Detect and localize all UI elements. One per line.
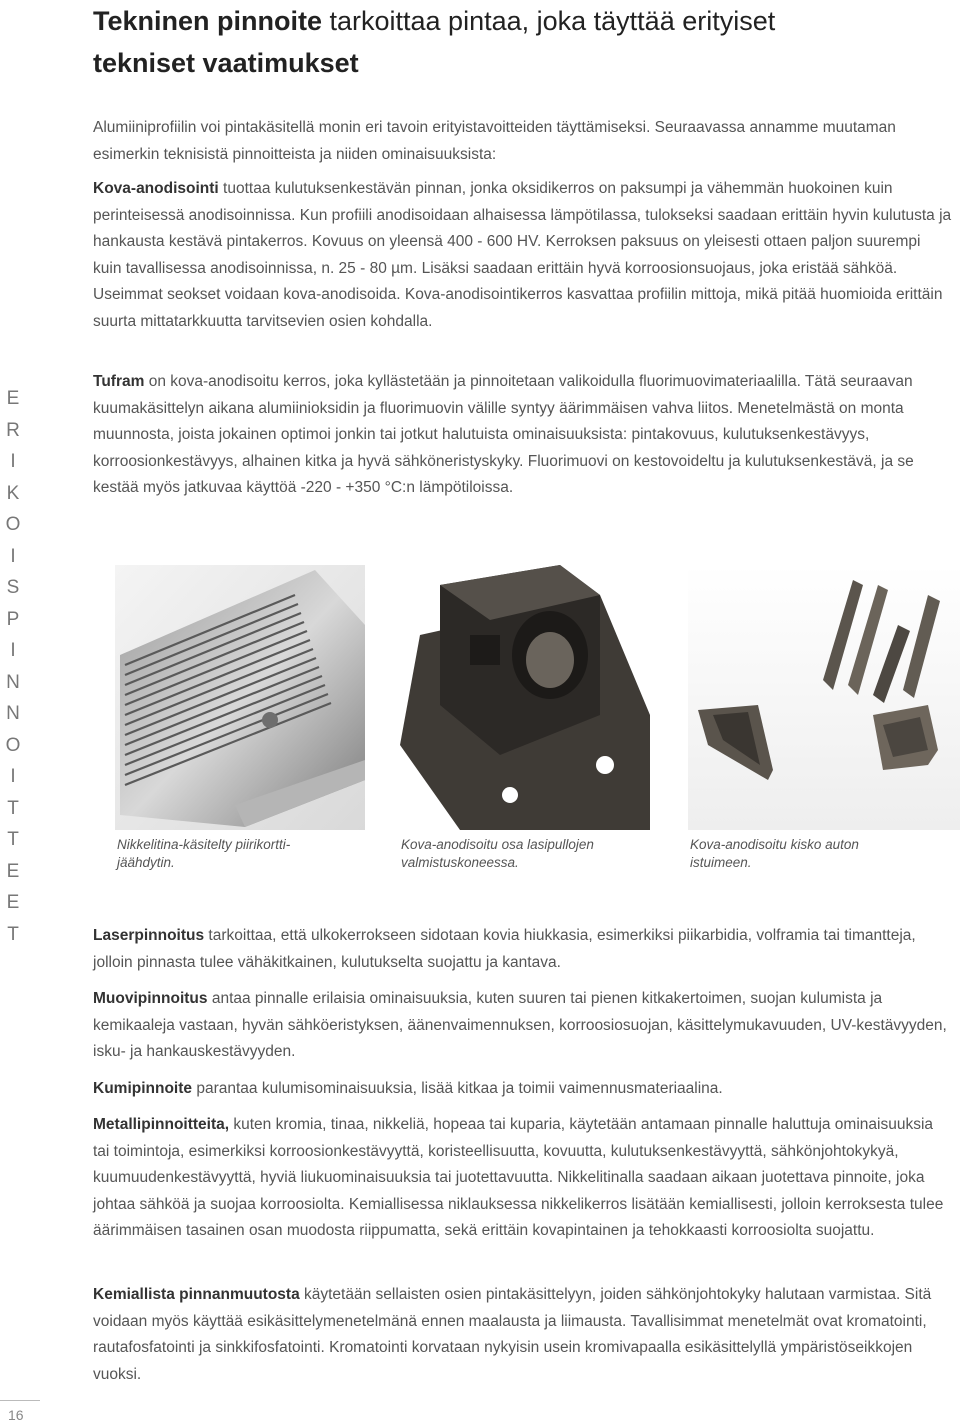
caption-machine-part: Kova-anodisoitu osa lasipullojen valmistuskoneessa. xyxy=(401,837,594,870)
side-letter: I xyxy=(10,451,16,472)
side-letter: S xyxy=(6,577,20,598)
page-title xyxy=(93,0,953,84)
page-number-rule xyxy=(0,1400,40,1401)
machine-part-photo xyxy=(400,565,650,830)
section-text: on kova-anodisoitu kerros, joka kyllästetään ja pinnoitetaan valikoidulla fluorimuovimateriaalilla. Tätä seuraavan kuumakäsittelyn aikana alumiinioksidin ja fluorimuovin välille syntyy äärimmäisen vahva liitos. Menetelmästä on monta muunnosta, joista jokainen optimoi jonkin tai jotkut halutuista ominaisuuksista: pintakovuus, kulutuksenkestävyys, korroosionkestävyys, alhainen kitka ja hyvä sähköneristyskyky. Fluorimuovi on kestovoideltu ja kulutuksenkestävä, ja se kestää myös jatkuvaa käyttöä -220 - +350 °C:n lämpötiloissa. xyxy=(93,373,914,496)
side-letter: E xyxy=(6,388,20,409)
side-letter: I xyxy=(10,766,16,787)
side-title-vertical xyxy=(0,383,26,950)
side-letter: I xyxy=(10,545,16,567)
side-letter: I xyxy=(10,640,16,661)
section-muovipinnoitus xyxy=(93,986,953,1066)
intro-paragraph: Alumiiniprofiilin voi pintakäsitellä monin eri tavoin erityistavoitteiden täyttämiseksi. Seuraavassa annamme muutaman esimerkin teknisistä pinnoitteista ja niiden ominaisuuksista: xyxy=(93,119,896,163)
section-metallipinnoitteita xyxy=(93,1112,953,1245)
section-kumipinnoite xyxy=(93,1076,953,1103)
side-letter: N xyxy=(6,671,20,693)
section-text: käytetään sellaisten osien pintakäsittelyyn, joiden sähkönjohtokyky halutaan varmistaa. Sitä voidaan myös käyttää esikäsittelymenetelmänä ennen maalausta ja liimausta. Tavallisimmat menetelmät ovat kromatointi, rautafosfatointi ja sinkkifosfatointi. Kromatointi korvataan nykyisin usein kromivapaalla esikäsittelyllä ympäristöseikkojen vuoksi. xyxy=(93,1286,932,1383)
section-text: kuten kromia, tinaa, nikkeliä, hopeaa tai kuparia, käytetään antamaan pinnalle haluttuja ominaisuuksia tai toimintoja, esimerkiksi korroosionkestävyyttä, koristeellisuutta, kovuutta, kulutuksenkestävyyttä, sähkönjohtokykyä, kuumuudenkestävyyttä, hyviä liukuominaisuuksia tai juotettavuutta. Nikkelitinalla saadaan aikaan juotettava pinnoite, joka johtaa sähköä ja suojaa korroosiolta. Kemiallisessa niklauksessa nikkelikerros lisätään kemiallisesti, jolloin kerroksesta tulee äärimmäisen tasainen osan muodosta riippumatta, sekä erittäin kovapintainen ja tehokkaasti korroosiolta suojattu. xyxy=(93,1116,944,1239)
section-kemiallista-pinnanmuutosta xyxy=(93,1282,953,1388)
section-text: parantaa kulumisominaisuuksia, lisää kitkaa ja toimii vaimennusmateriaalina. xyxy=(192,1080,723,1097)
section-term: Laserpinnoitus xyxy=(93,927,205,944)
seat-rail-photo xyxy=(688,565,960,830)
section-text: tuottaa kulutuksenkestävän pinnan, jonka oksidikerros on paksumpi ja vähemmän huokoinen kuin perinteisessä anodisoinnissa. Kun profiili anodisoidaan alhaisessa lämpötilassa, tulokseksi saadaan erittäin hyvin kulutusta ja hankausta kestävä pintakerros. Kovuus on yleensä 400 - 600 HV. Kerroksen paksuus on yleisesti ottaen paljon suurempi kuin tavallisessa anodisoinnissa, n. 25 - 80 µm. Lisäksi saadaan erittäin hyvä korroosionsuojaus, joka eristää sähköä. Useimmat seokset voidaan kova-anodisoida. Kova-anodisointikerros kasvattaa profiilin mittoja, mikä pitää huomioida erittäin suurta mittatarkkuutta tarvitsevien osien kohdalla. xyxy=(93,180,952,330)
section-text: antaa pinnalle erilaisia ominaisuuksia, kuten suuren tai pienen kitkakertoimen, suojan kulumista ja kemikaaleja vastaan, hyvän sähköeristyksen, äänenvaimennuksen, korroosiosuojan, käsittelymukavuuden, UV-kestävyyden, isku- ja hankauskestävyyden. xyxy=(93,990,947,1060)
side-letter: E xyxy=(6,892,20,913)
caption-heat-sink: Nikkelitina-käsitelty piirikortti-jäähdytin. xyxy=(117,837,291,870)
section-term: Kova-anodisointi xyxy=(93,180,219,197)
side-letter: T xyxy=(7,923,19,945)
section-laserpinnoitus xyxy=(93,923,953,976)
side-letter: T xyxy=(7,797,19,819)
section-text: tarkoittaa, että ulkokerrokseen sidotaan kovia hiukkasia, esimerkiksi piikarbidia, volframia tai timantteja, jolloin pinnasta tulee vähäkitkainen, kulutukselta suojattu ja kantava. xyxy=(93,927,916,971)
side-letter: R xyxy=(6,419,20,441)
side-letter: T xyxy=(7,829,19,850)
section-term: Kemiallista pinnanmuutosta xyxy=(93,1286,300,1303)
side-letter: K xyxy=(6,482,20,504)
section-term: Metallipinnoitteita, xyxy=(93,1116,230,1133)
side-letter: P xyxy=(6,608,20,630)
page-title-line2: tekniset vaatimukset xyxy=(93,48,359,78)
section-tufram xyxy=(93,369,953,502)
side-letter: E xyxy=(6,860,20,882)
section-term: Kumipinnoite xyxy=(93,1080,193,1097)
section-term: Tufram xyxy=(93,373,145,390)
page-title-bold: Tekninen pinnoite xyxy=(93,6,322,36)
side-letter: O xyxy=(5,514,21,535)
caption-seat-rail: Kova-anodisoitu kisko auton istuimeen. xyxy=(690,837,859,870)
page-title-rest: tarkoittaa pintaa, joka täyttää erityiset xyxy=(322,6,776,36)
section-term: Muovipinnoitus xyxy=(93,990,208,1007)
page-number: 16 xyxy=(8,1407,24,1423)
section-kova-anodisointi xyxy=(93,176,953,335)
side-letter: O xyxy=(5,734,21,756)
heat-sink-photo xyxy=(115,565,365,830)
side-letter: N xyxy=(6,703,20,724)
